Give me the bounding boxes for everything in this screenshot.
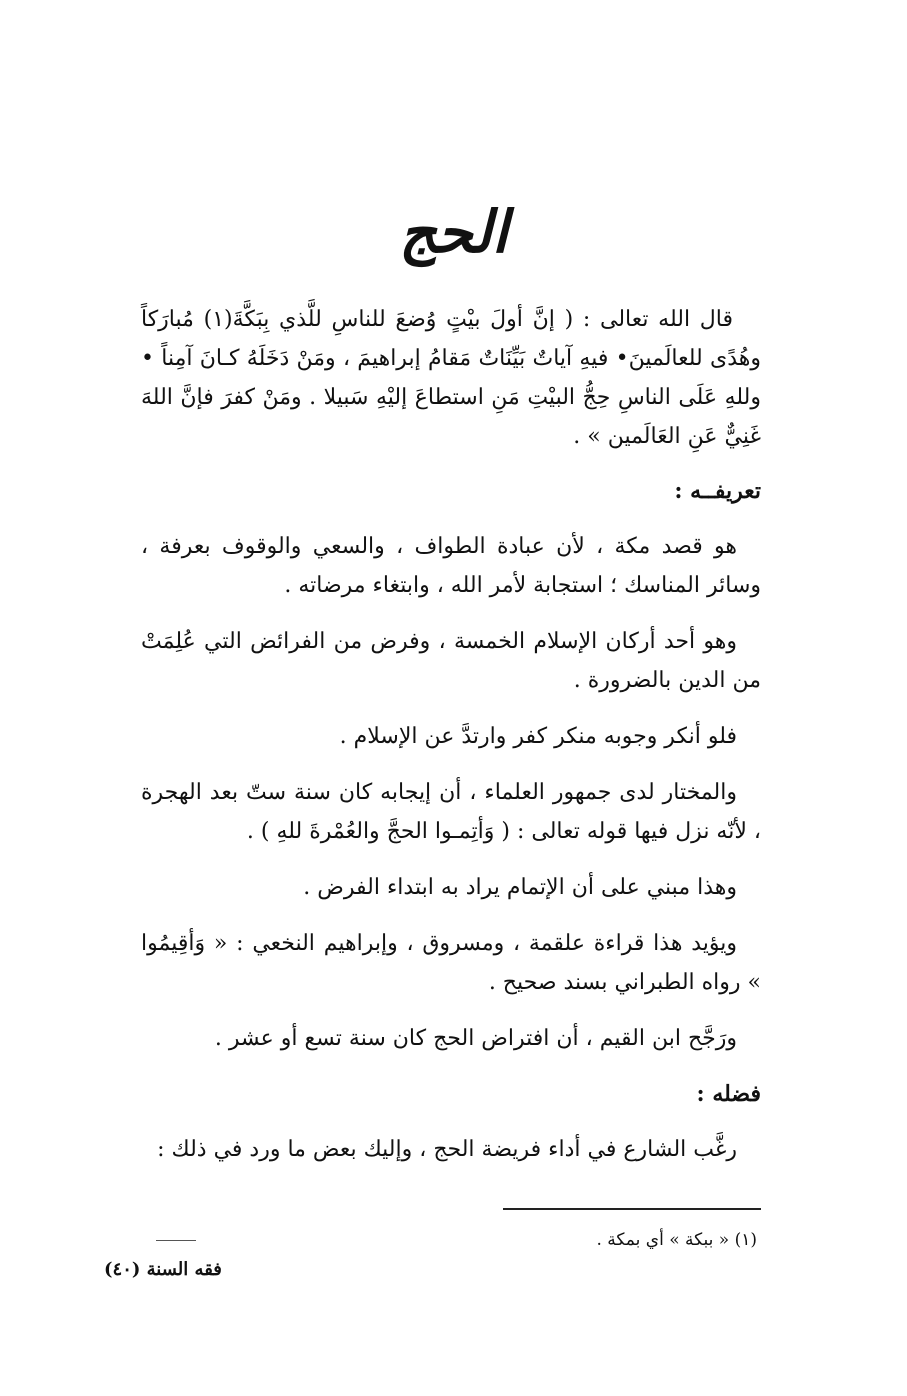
definition-paragraph: هو قصد مكة ، لأن عبادة الطواف ، والسعي والوقوف بعرفة ، وسائر المناسك ؛ استجابة لأمر الله ، وابتغاء مرضاته . <box>141 534 761 598</box>
definition-paragraph: ويؤيد هذا قراءة علقمة ، ومسروق ، وإبراهيم النخعي : « وَأقِيمُوا » رواه الطبراني بسند صحيح . <box>141 931 761 995</box>
definition-paragraph: وهذا مبني على أن الإتمام يراد به ابتداء الفرض . <box>303 875 737 900</box>
definition-paragraph: فلو أنكر وجوبه منكر كفر وارتدَّ عن الإسلام . <box>339 724 737 749</box>
definition-paragraph: وهو أحد أركان الإسلام الخمسة ، وفرض من الفرائض التي عُلِمَتْ من الدين بالضرورة . <box>141 629 761 693</box>
heading-definition: تعريفــه : <box>674 478 761 504</box>
main-text <box>141 300 761 1186</box>
page-title: الحج <box>399 198 508 266</box>
virtue-paragraph: رغَّب الشارع في أداء فريضة الحج ، وإليك بعض ما ورد في ذلك : <box>157 1137 737 1162</box>
footer-divider <box>156 1240 196 1241</box>
definition-paragraph: ورَجَّح ابن القيم ، أن افتراض الحج كان سنة تسع أو عشر . <box>214 1026 737 1051</box>
footnote-divider <box>503 1208 761 1210</box>
footnote: (١) « ببكة » أي بمكة . <box>596 1230 757 1250</box>
heading-virtue: فضله : <box>696 1081 761 1107</box>
definition-paragraph: والمختار لدى جمهور العلماء ، أن إيجابه كان سنة ستّ بعد الهجرة ، لأنّه نزل فيها قوله تعالى : ( وَأتِمـوا الحجَّ والعُمْرةَ للهِ ) . <box>141 780 761 844</box>
quran-verse-paragraph: قال الله تعالى : ( إنَّ أولَ بيْتٍ وُضعَ للناسِ للَّذي بِبَكَّةَ(١) مُبارَكاً وهُدًى للعالَمينَ• فيهِ آياتٌ بَيِّنَاتٌ مَقامُ إبراهيمَ ، ومَنْ دَخَلَهُ كـانَ آمِناً • وللهِ عَلَى الناسِ حِجُّ البيْتِ مَنِ استطاعَ إليْهِ سَبيلا . ومَنْ كفرَ فإنَّ اللهَ غَنِيٌّ عَنِ العَالَمين » . <box>141 307 761 449</box>
page-footer: فقه السنة (٤٠) <box>104 1259 222 1280</box>
